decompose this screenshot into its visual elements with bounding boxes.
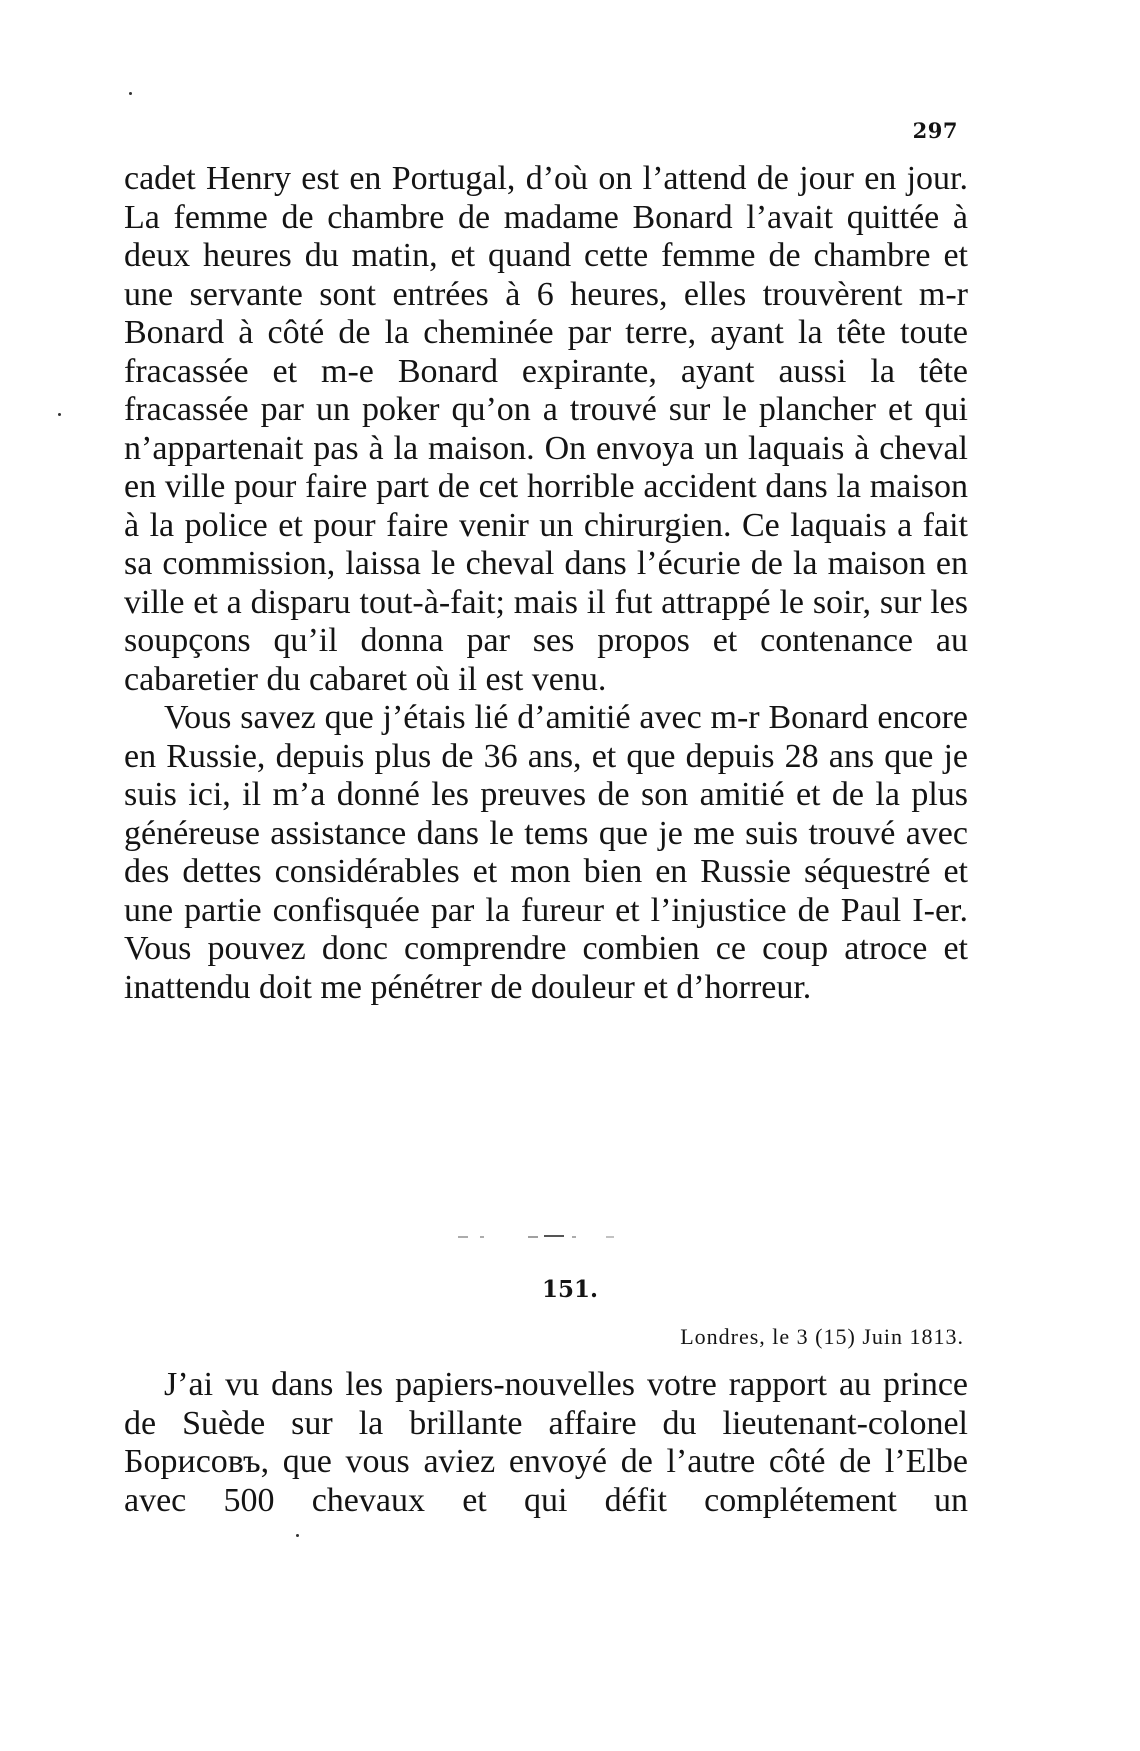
paragraph-continued: cadet Henry est en Portugal, d’où on l’attend de jour en jour. La femme de chambre de madame Bonard l’avait quittée à deux heures du matin, et quand cette femme de chambre et une servante sont entrées à 6 heures, elles trouvèrent m-r Bonard à côté de la cheminée par terre, ayant la tête toute fracassée et m-e Bonard expirante, ayant aussi la tête fracassée par un poker qu’on a trouvé sur le plancher et qui n’appartenait pas à la maison. On envoya un laquais à cheval en ville pour faire part de cet horrible accident dans la maison à la police et pour faire venir un chirurgien. Ce laquais a fait sa commission, laissa le cheval dans l’écurie de la maison en ville et a disparu tout-à-fait; mais il fut attrappé le soir, sur les soupçons qu’il donna par ses propos et contenance au cabaretier du cabaret où il est venu. — [124, 160, 968, 698]
paragraph: Vous savez que j’étais lié d’amitié avec m-r Bonard encore en Russie, depuis plus de 36 ans, et que depuis 28 ans que je suis ici, il m’a donné les preuves de son amitié et de la plus généreuse assistance dans le tems que je me suis trouvé avec des dettes considérables et mon bien en Russie séquestré et une partie confisquée par la fureur et l’injustice de Paul I-er. Vous pouvez donc comprendre combien ce coup atroce et inattendu doit me pénétrer de douleur et d’horreur. — [124, 699, 968, 1006]
letter-number: 151. — [541, 1276, 599, 1303]
body-text — [124, 160, 968, 1007]
section-separator — [458, 1233, 628, 1241]
scan-speck — [296, 1534, 299, 1537]
scan-speck — [129, 92, 132, 95]
paragraph: J’ai vu dans les papiers-nouvelles votre rapport au prince de Suède sur la brillante affaire du lieutenant-colonel Борисовъ, que vous aviez envoyé de l’autre côté de l’Elbe avec 500 chevaux et qui défit complétement un — [124, 1366, 968, 1519]
letter-dateline: Londres, le 3 (15) Juin 1813. — [680, 1324, 964, 1349]
letter-body — [124, 1366, 968, 1520]
page-number: 297 — [912, 118, 958, 143]
scan-speck — [58, 413, 61, 416]
